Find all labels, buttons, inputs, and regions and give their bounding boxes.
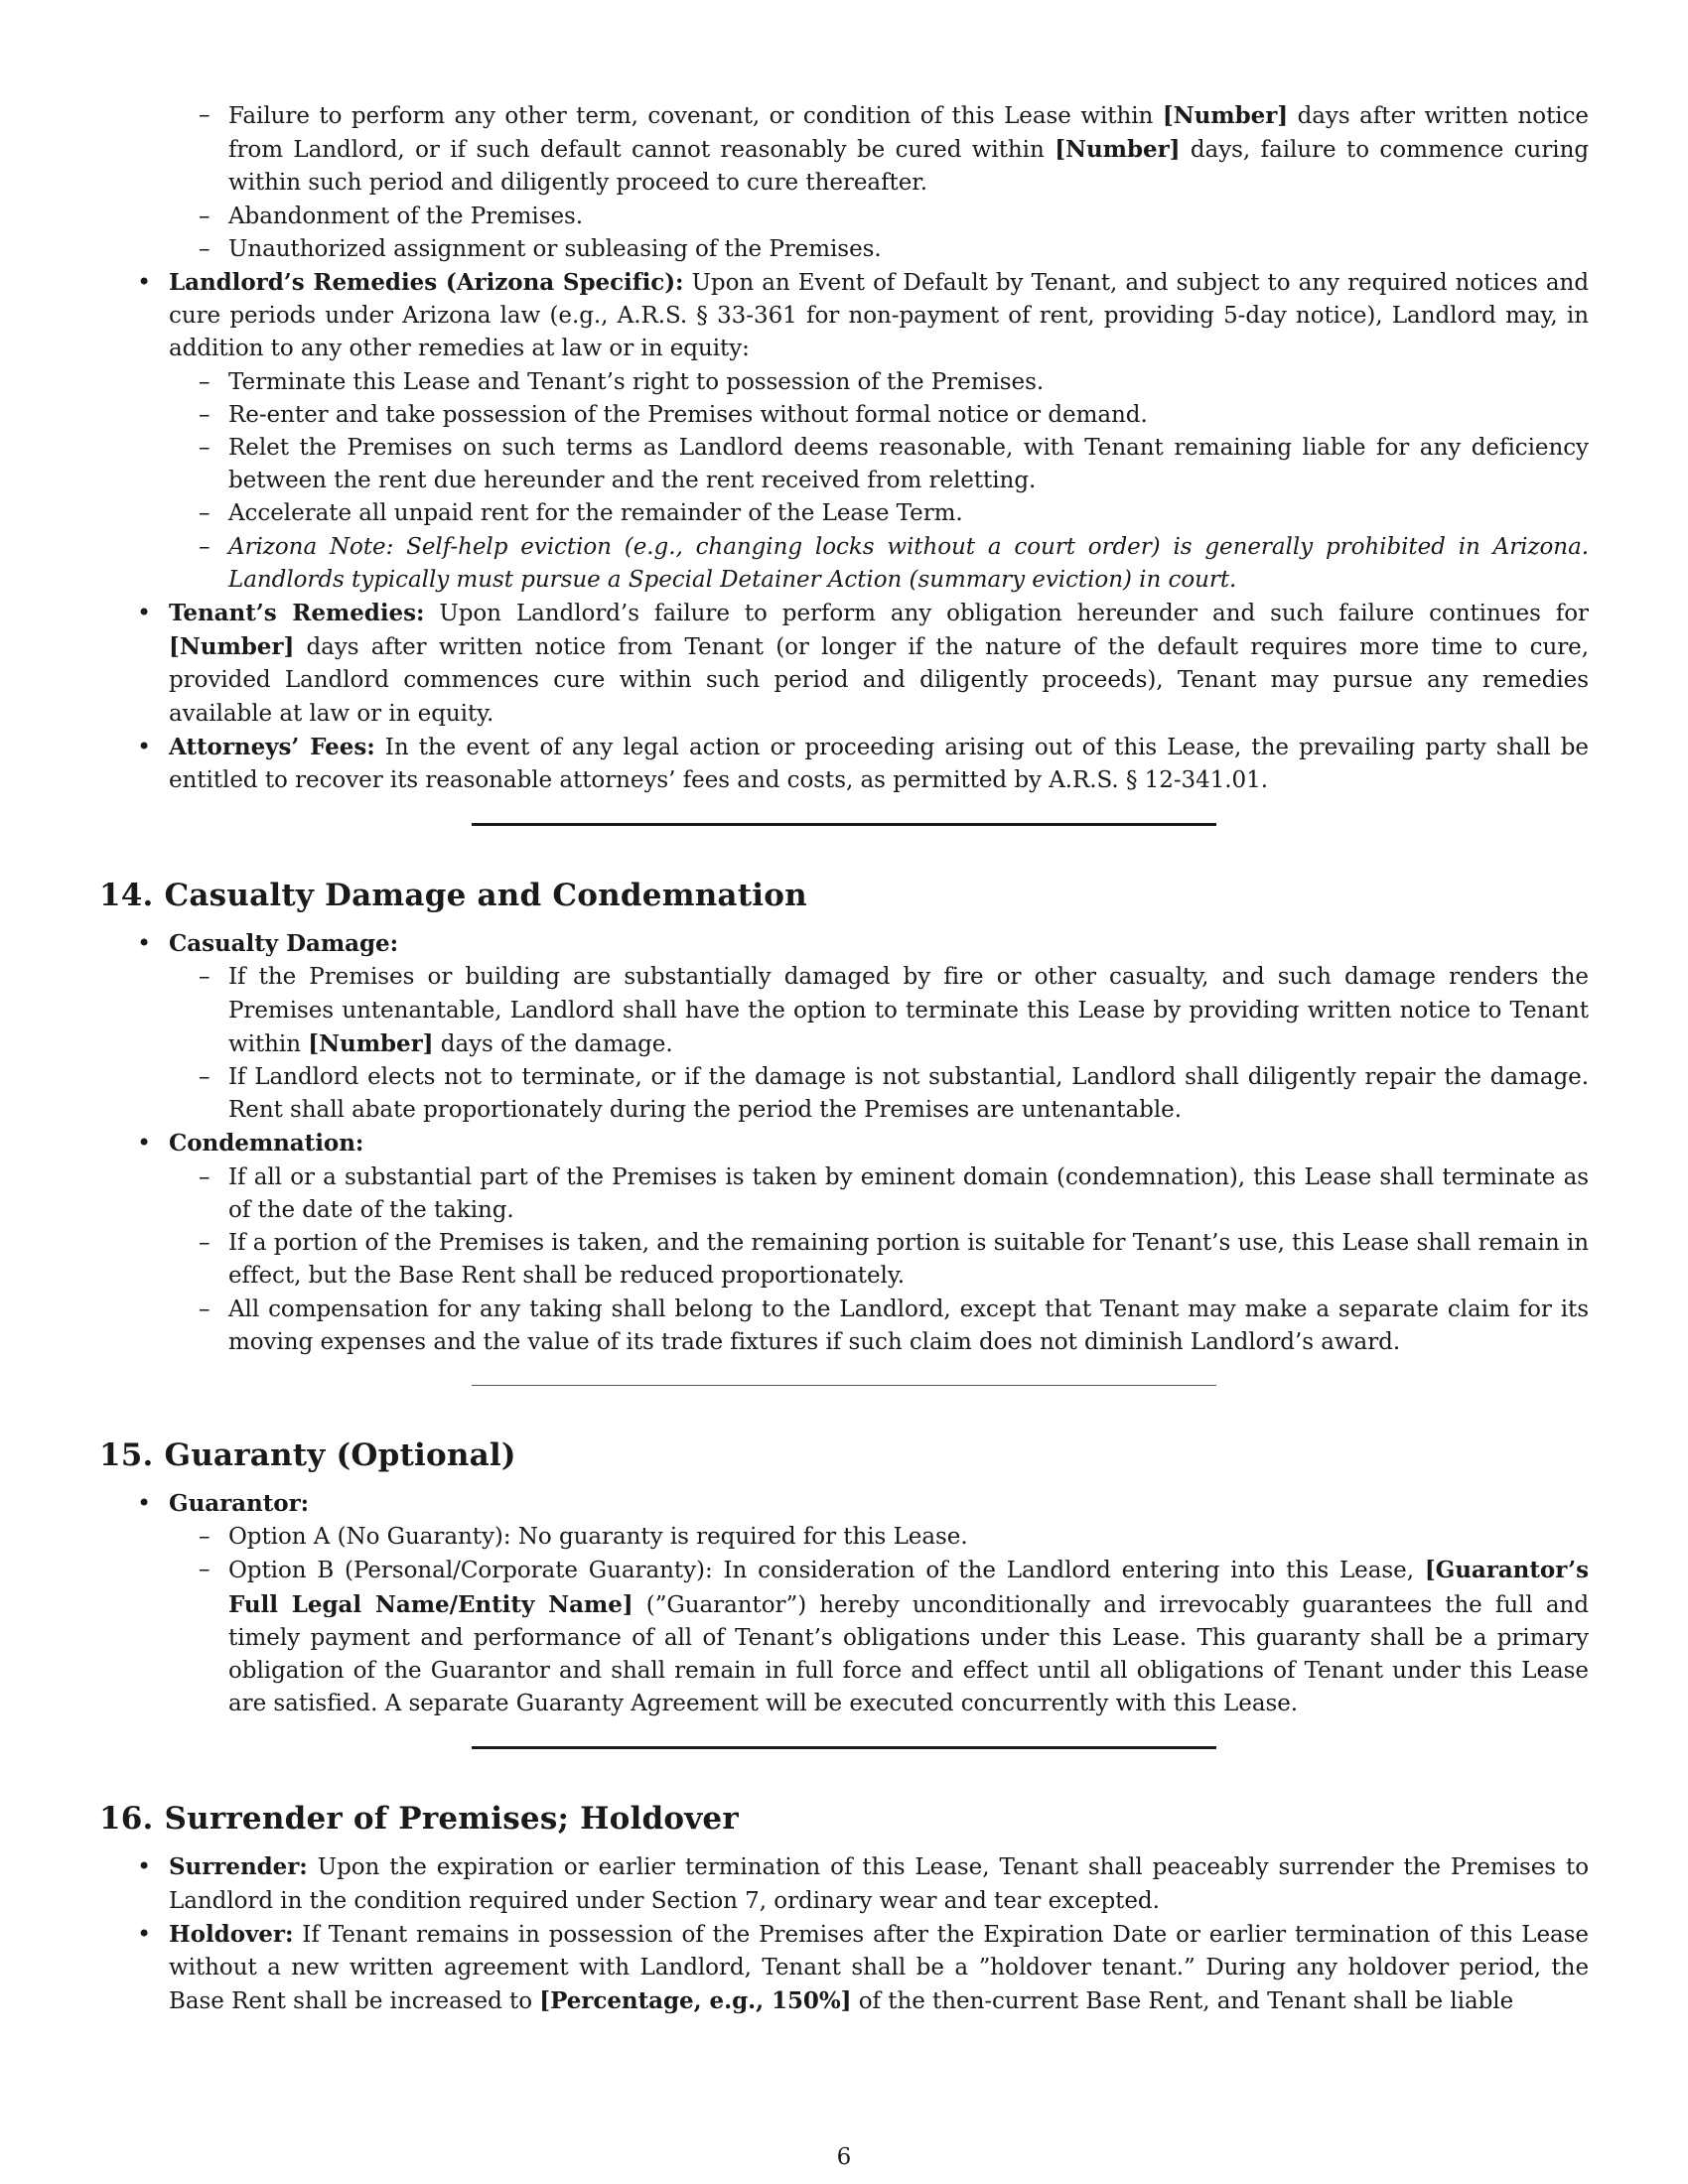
guaranty-option-a: – Option A (No Guaranty): No guaranty is required for this Lease.: [99, 1521, 1589, 1554]
default-item-assignment: – Unauthorized assignment or subleasing of the Premises.: [99, 233, 1589, 266]
condemnation-full: – If all or a substantial part of the Premises is taken by eminent domain (condemnation), this Lease shall terminate as of the date of the taking.: [99, 1161, 1589, 1227]
remedy-reenter: – Re-enter and take possession of the Premises without formal notice or demand.: [99, 399, 1589, 432]
guaranty-option-b: – Option B (Personal/Corporate Guaranty): In consideration of the Landlord entering into this Lease, [Guarantor’s Full Legal Name/Entity Name] (”Guarantor”) hereby unconditionally and irrevocably guarantees the full and timely payment and performance of all of Tenant’s obligations under this Lease. This guaranty shall be a primary obligation of the Guarantor and shall remain in full force and effect until all obligations of Tenant under this Lease are satisfied. A separate Guaranty Agreement will be executed concurrently with this Lease.: [99, 1554, 1589, 1720]
document-page: [99, 99, 1589, 2018]
remedy-relet: – Relet the Premises on such terms as Landlord deems reasonable, with Tenant remaining liable for any deficiency between the rent due hereunder and the rent received from reletting.: [99, 432, 1589, 497]
condemnation-item: • Condemnation: – If all or a substantial part of the Premises is taken by eminent domain (condemnation), this Lease shall terminate as of the date of the taking. – If a portion of the Premises is taken, and the remaining portion is suitable for Tenant’s use, this Lease shall remain in effect, but the Base Rent shall be reduced proportionately. – All compensation for any taking shall belong to the Landlord, except that Tenant may make a separate claim for its moving expenses and the value of its trade fixtures if such claim does not diminish Landlord’s award.: [99, 1127, 1589, 1358]
tenant-remedies-item: • Tenant’s Remedies: Upon Landlord’s failure to perform any obligation hereunder and such failure continues for [Number] days after written notice from Tenant (or longer if the nature of the default requires more time to cure, provided Landlord commences cure within such period and diligently proceeds), Tenant may pursue any remedies available at law or in equity.: [99, 597, 1589, 731]
section-14-list: [99, 927, 1589, 1359]
section-15-heading: 15. Guaranty (Optional): [99, 1436, 516, 1473]
arizona-note: – Arizona Note: Self-help eviction (e.g., changing locks without a court order) is generally prohibited in Arizona. Landlords typically must pursue a Special Detainer Action (summary eviction) in court.: [99, 531, 1589, 597]
default-item-failure: – Failure to perform any other term, covenant, or condition of this Lease within [Number] days after written notice from Landlord, or if such default cannot reasonably be cured within [Number] days, failure to commence curing within such period and diligently proceed to cure thereafter.: [99, 99, 1589, 201]
guarantor-sublist: [169, 1521, 1589, 1720]
default-events-list: [99, 99, 1589, 266]
section-14-heading: 14. Casualty Damage and Condemnation: [99, 878, 807, 914]
casualty-repair: – If Landlord elects not to terminate, or if the damage is not substantial, Landlord shall diligently repair the damage. Rent shall abate proportionately during the period the Premises are untenantable.: [99, 1061, 1589, 1127]
condemnation-partial: – If a portion of the Premises is taken, and the remaining portion is suitable for Tenant’s use, this Lease shall remain in effect, but the Base Rent shall be reduced proportionately.: [99, 1227, 1589, 1293]
default-item-abandonment: – Abandonment of the Premises.: [99, 201, 1589, 233]
remedy-terminate: – Terminate this Lease and Tenant’s right to possession of the Premises.: [99, 366, 1589, 399]
condemnation-compensation: – All compensation for any taking shall belong to the Landlord, except that Tenant may make a separate claim for its moving expenses and the value of its trade fixtures if such claim does not diminish Landlord’s award.: [99, 1294, 1589, 1359]
page-number: 6: [836, 2144, 852, 2170]
surrender-item: • Surrender: Upon the expiration or earlier termination of this Lease, Tenant shall peaceably surrender the Premises to Landlord in the condition required under Section 7, ordinary wear and tear excepted.: [99, 1850, 1589, 1917]
attorneys-fees-item: • Attorneys’ Fees: In the event of any legal action or proceeding arising out of this Lease, the prevailing party shall be entitled to recover its reasonable attorneys’ fees and costs, as permitted by A.R.S. § 12-341.01.: [99, 731, 1589, 797]
landlord-remedies-sublist: [169, 366, 1589, 597]
holdover-item: • Holdover: If Tenant remains in possession of the Premises after the Expiration Date or earlier termination of this Lease without a new written agreement with Landlord, Tenant shall be a ”holdover tenant.” During any holdover period, the Base Rent shall be increased to [Percentage, e.g., 150%] of the then-current Base Rent, and Tenant shall be liable: [99, 1918, 1589, 2019]
remedy-accelerate: – Accelerate all unpaid rent for the remainder of the Lease Term.: [99, 497, 1589, 530]
section-16-heading: 16. Surrender of Premises; Holdover: [99, 1801, 739, 1838]
section-16-list: [99, 1850, 1589, 2018]
condemnation-sublist: [169, 1161, 1589, 1359]
casualty-damage-item: • Casualty Damage: – If the Premises or building are substantially damaged by fire or other casualty, and such damage renders the Premises untenantable, Landlord shall have the option to terminate this Lease by providing written notice to Tenant within [Number] days of the damage. – If Landlord elects not to terminate, or if the damage is not substantial, Landlord shall diligently repair the damage. Rent shall abate proportionately during the period the Premises are untenantable.: [99, 927, 1589, 1127]
section-15-list: [99, 1487, 1589, 1720]
casualty-sublist: [169, 961, 1589, 1127]
landlord-remedies-item: • Landlord’s Remedies (Arizona Specific): Upon an Event of Default by Tenant, and subject to any required notices and cure periods under Arizona law (e.g., A.R.S. § 33-361 for non-payment of rent, providing 5-day notice), Landlord may, in addition to any other remedies at law or in equity: – Terminate this Lease and Tenant’s right to possession of the Premises. – Re-enter and take possession of the Premises without formal notice or demand. – Relet the Premises on such terms as Landlord deems reasonable, with Tenant remaining liable for any deficiency between the rent due hereunder and the rent received from reletting. – Accelerate all unpaid rent for the remainder of the Lease Term. – Arizona Note: Self-help eviction (e.g., changing locks without a court order) is generally prohibited in Arizona. Landlords typically must pursue a Special Detainer Action (summary eviction) in court.: [99, 266, 1589, 597]
casualty-terminate-option: – If the Premises or building are substantially damaged by fire or other casualty, and such damage renders the Premises untenantable, Landlord shall have the option to terminate this Lease by providing written notice to Tenant within [Number] days of the damage.: [99, 961, 1589, 1061]
guarantor-item: • Guarantor: – Option A (No Guaranty): No guaranty is required for this Lease. – Option B (Personal/Corporate Guaranty): In consideration of the Landlord entering into this Lease, [Guarantor’s Full Legal Name/Entity Name] (”Guarantor”) hereby unconditionally and irrevocably guarantees the full and timely payment and performance of all of Tenant’s obligations under this Lease. This guaranty shall be a primary obligation of the Guarantor and shall remain in full force and effect until all obligations of Tenant under this Lease are satisfied. A separate Guaranty Agreement will be executed concurrently with this Lease.: [99, 1487, 1589, 1720]
remedies-list: [99, 266, 1589, 797]
